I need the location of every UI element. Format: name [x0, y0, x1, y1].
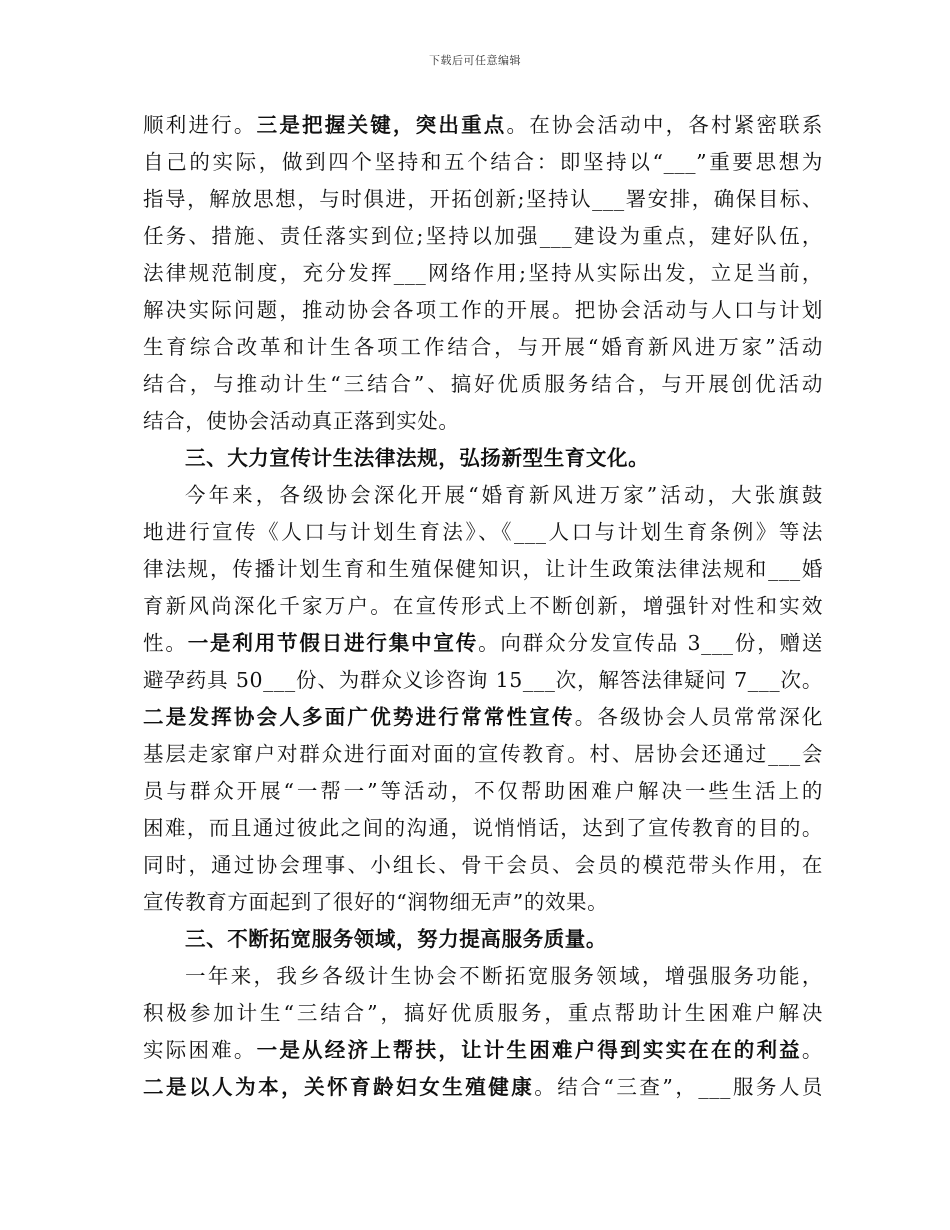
text-segment: 一年来，我乡各级计生协会不断拓宽服务领域，增强服务功能，: [185, 964, 823, 988]
text-segment: 避孕药具 50___份、为群众义诊咨询 15___次，解答法律疑问 7___次。: [143, 668, 823, 692]
text-line: [143, 958, 823, 995]
bold-text-segment: 三、大力宣传计生法律法规，弘扬新型生育文化。: [185, 446, 650, 470]
text-segment: 结合，与推动计生“三结合”、搞好优质服务结合，与开展创优活动: [143, 372, 823, 396]
text-segment: 宣传教育方面起到了很好的“润物细无声”的效果。: [143, 890, 609, 914]
page-header: 下载后可任意编辑: [429, 54, 521, 67]
text-segment: 。在协会活动中，各村紧密联系: [506, 113, 823, 137]
text-line: [143, 218, 823, 255]
text-line: [143, 181, 823, 218]
text-segment: 同时，通过协会理事、小组长、骨干会员、会员的模范带头作用，在: [143, 853, 823, 877]
text-line: [143, 810, 823, 847]
bold-text-segment: 二是以人为本，关怀育龄妇女生殖健康: [143, 1075, 535, 1099]
text-segment: 。各级协会人员常常深化: [574, 705, 823, 729]
text-line: [143, 1069, 823, 1106]
bold-text-segment: 二是发挥协会人多面广优势进行常常性宣传: [143, 705, 575, 729]
text-segment: 性。: [143, 631, 188, 655]
text-line: [143, 551, 823, 588]
text-line: [143, 477, 823, 514]
text-line: [143, 773, 823, 810]
text-segment: 。结合“三查”，___服务人员: [534, 1075, 823, 1099]
bold-text-segment: 三是把握关键，突出重点: [256, 113, 507, 137]
bold-text-segment: 一是利用节假日进行集中宣传: [187, 631, 479, 655]
text-line: [143, 403, 823, 440]
text-line: [143, 662, 823, 699]
text-line: [143, 144, 823, 181]
bold-text-segment: 三、不断拓宽服务领域，努力提高服务质量。: [185, 927, 607, 951]
text-segment: 解决实际问题，推动协会各项工作的开展。把协会活动与人口与计划: [143, 298, 823, 322]
text-segment: 。向群众分发宣传品 3___份，赠送: [478, 631, 824, 655]
text-segment: 地进行宣传《人口与计划生育法》、《___人口与计划生育条例》等法: [143, 520, 823, 544]
text-segment: 员与群众开展“一帮一”等活动，不仅帮助困难户解决一些生活上的: [143, 779, 823, 803]
text-segment: 今年来，各级协会深化开展“婚育新风进万家”活动，大张旗鼓: [185, 483, 823, 507]
text-segment: 困难，而且通过彼此之间的沟通，说悄悄话，达到了宣传教育的目的。: [143, 816, 823, 840]
text-segment: 自己的实际，做到四个坚持和五个结合：即坚持以“___”重要思想为: [143, 150, 823, 174]
text-line: [143, 440, 823, 477]
text-line: [143, 255, 823, 292]
text-segment: 积极参加计生“三结合”，搞好优质服务，重点帮助计生困难户解决: [143, 1001, 823, 1025]
text-line: [143, 699, 823, 736]
text-segment: 顺利进行。: [143, 113, 257, 137]
text-segment: 基层走家窜户对群众进行面对面的宣传教育。村、居协会还通过___会: [143, 742, 823, 766]
text-line: [143, 884, 823, 921]
text-line: [143, 514, 823, 551]
text-segment: 生育综合改革和计生各项工作结合，与开展“婚育新风进万家”活动: [143, 335, 823, 359]
text-line: [143, 736, 823, 773]
bold-text-segment: 一是从经济上帮扶，让计生困难户得到实实在在的利益: [256, 1038, 802, 1062]
text-line: [143, 588, 823, 625]
text-segment: 育新风尚深化千家万户。在宣传形式上不断创新，增强针对性和实效: [143, 594, 823, 618]
text-segment: 实际困难。: [143, 1038, 257, 1062]
text-line: [143, 625, 823, 662]
text-line: [143, 995, 823, 1032]
text-line: [143, 366, 823, 403]
text-line: [143, 847, 823, 884]
text-line: [143, 107, 823, 144]
text-segment: 法律规范制度，充分发挥___网络作用;坚持从实际出发，立足当前，: [143, 261, 823, 285]
text-line: [143, 1032, 823, 1069]
text-line: [143, 292, 823, 329]
text-segment: 结合，使协会活动真正落到实处。: [143, 409, 460, 433]
text-segment: 律法规，传播计划生育和生殖保健知识，让计生政策法律法规和___婚: [143, 557, 823, 581]
text-line: [143, 329, 823, 366]
document-body: [143, 107, 823, 1106]
text-segment: 任务、措施、责任落实到位;坚持以加强___建设为重点，建好队伍，: [143, 224, 823, 248]
text-line: [143, 921, 823, 958]
text-segment: 指导，解放思想，与时俱进，开拓创新;坚持认___署安排，确保目标、: [143, 187, 823, 211]
text-segment: 。: [801, 1038, 824, 1062]
